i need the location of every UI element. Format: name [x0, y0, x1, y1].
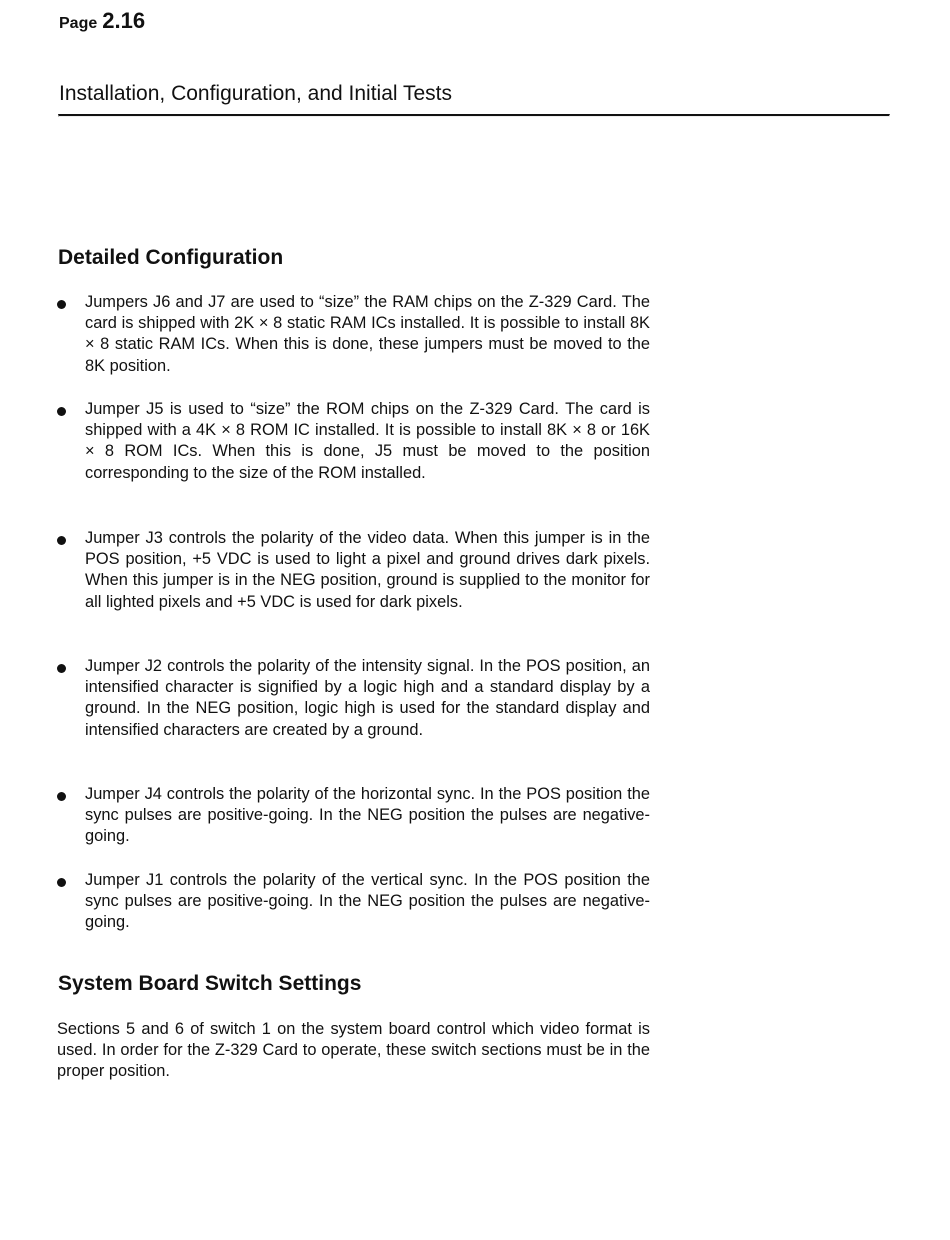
list-item-text: Jumper J5 is used to “size” the ROM chips on the Z-329 Card. The card is shipped with a 4K × 8 ROM IC installed. It is possible to install 8K × 8 or 16K × 8 ROM ICs. When this is done, J5 must be moved to the position corresponding to the size of the ROM installed. — [85, 400, 650, 482]
list-item-text: Jumper J3 controls the polarity of the video data. When this jumper is in the POS position, +5 VDC is used to light a pixel and ground drives dark pixels. When this jumper is in the NEG position, ground is supplied to the monitor for all lighted pixels and +5 VDC is used for dark pixels. — [85, 529, 650, 611]
section-heading-detailed-configuration: Detailed Configuration — [58, 246, 284, 269]
list-item-text: Jumper J1 controls the polarity of the vertical sync. In the POS position the sync pulses are positive-going. In the NEG position the pulses are negative-going. — [85, 871, 650, 932]
bullet-icon — [57, 792, 66, 801]
section-heading-system-board-switch-settings: System Board Switch Settings — [58, 972, 362, 995]
chapter-title: Installation, Configuration, and Initial Tests — [59, 82, 453, 105]
page-label: Page — [59, 15, 98, 32]
switch-settings-paragraph: Sections 5 and 6 of switch 1 on the system board control which video format is used. In order for the Z-329 Card to operate, these switch sections must be in the proper position. — [57, 1020, 650, 1081]
page-header — [59, 8, 145, 34]
bullet-icon — [57, 300, 66, 309]
bullet-icon — [57, 664, 66, 673]
list-item-text: Jumpers J6 and J7 are used to “size” the RAM chips on the Z-329 Card. The card is shipped with 2K × 8 static RAM ICs installed. It is possible to install 8K × 8 static RAM ICs. When this is done, these jumpers must be moved to the 8K position. — [85, 293, 650, 375]
bullet-icon — [57, 407, 66, 416]
list-item-text: Jumper J2 controls the polarity of the intensity signal. In the POS position, an intensified character is signified by a logic high and a standard display by a ground. In the NEG position, logic high is used for the standard display and intensified characters are created by a ground. — [85, 657, 650, 739]
list-item-text: Jumper J4 controls the polarity of the horizontal sync. In the POS position the sync pulses are positive-going. In the NEG position the pulses are negative-going. — [85, 785, 650, 846]
chapter-divider — [58, 114, 890, 117]
page-number: 2.16 — [102, 8, 146, 33]
bullet-icon — [57, 536, 66, 545]
bullet-icon — [57, 878, 66, 887]
